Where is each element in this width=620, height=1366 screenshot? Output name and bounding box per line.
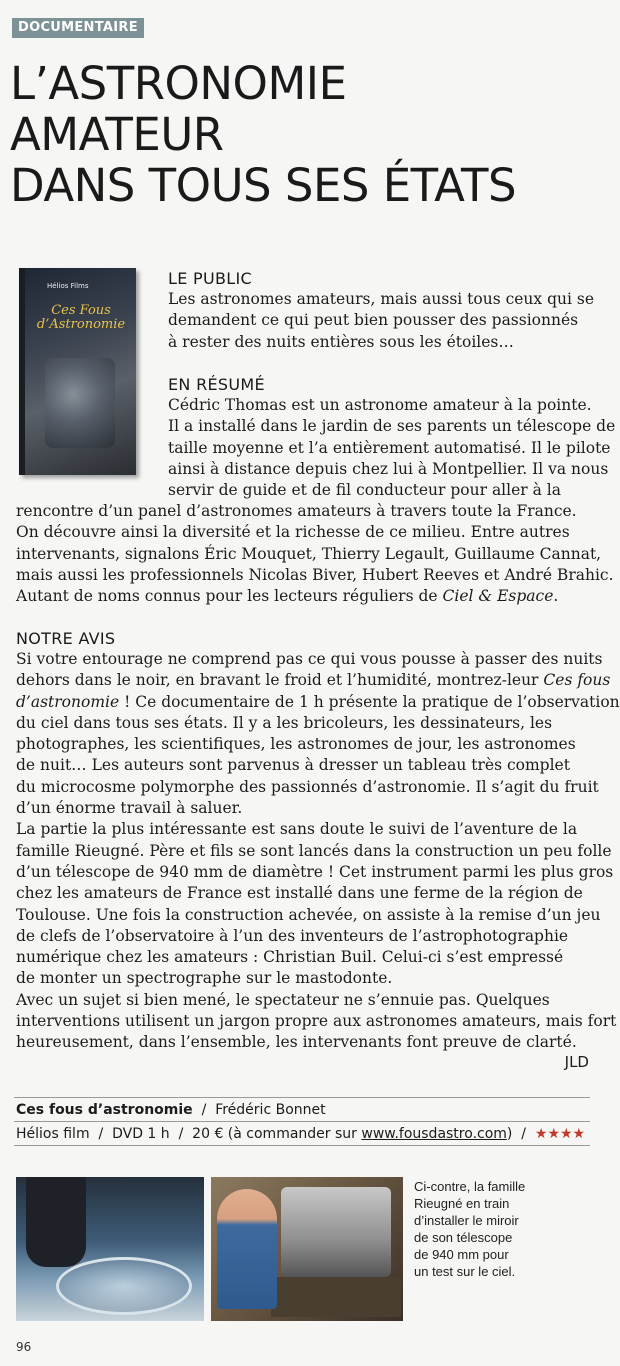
text-fragment: . [553,587,559,606]
dvd-cover-title: Ces Fous d’Astronomie [36,303,126,332]
order-link[interactable]: www.fousdastro.com [361,1126,507,1142]
credits-info-row [14,1122,590,1145]
text-fragment: Autant de noms connus pour les lecteurs réguliers de [16,587,443,606]
caption-line: Rieugné en train [414,1196,510,1211]
text-line: Avec un sujet si bien mené, le spectateur ne s’ennuie pas. Quelques [16,990,550,1009]
text-line: famille Rieugné. Père et fils se sont lancés dans la construction un peu folle [16,841,612,860]
summary-continued [16,501,614,607]
summary-heading: EN RÉSUMÉ [168,375,265,394]
text-line: à rester des nuits entières sous les étoiles… [168,332,514,351]
text-line: interventions utilisent un jargon propre aux astronomes amateurs, mais fort [16,1012,617,1031]
telescope-base [271,1277,401,1317]
caption-line: de son télescope [414,1230,513,1245]
director-name: Frédéric Bonnet [215,1102,326,1118]
text-line: heureusement, dans l’ensemble, les intervenants font preuve de clarté. [16,1033,577,1052]
opinion-section [16,628,620,1054]
summary-section [168,374,616,501]
film-title-italic: d’astronomie [16,692,120,711]
star-rating-icon: ★★★★ [534,1126,586,1142]
text-line: chez les amateurs de France est installé dans une ferme de la région de [16,884,583,903]
public-section [168,268,593,353]
text-line: Toulouse. Une fois la construction achevée, on assiste à la remise d’un jeu [16,905,601,924]
article-title [10,58,590,211]
text-line: ainsi à distance depuis chez lui à Montpellier. Il va nous [168,459,609,478]
film-title: Ces fous d’astronomie [16,1102,193,1118]
person-silhouette [26,1177,86,1267]
credits-title-row [14,1098,590,1121]
film-title-italic: Ces fous [543,671,611,690]
text-line: de nuit… Les auteurs sont parvenus à dresser un tableau très complet [16,756,570,775]
person-silhouette [217,1189,277,1309]
page-number: 96 [16,1340,32,1354]
text-line: de monter un spectrographe sur le mastodonte. [16,969,393,988]
dvd-cover-image [19,268,136,475]
text-line: demandent ce qui peut bien pousser des passionnés [168,311,579,330]
text-line: taille moyenne et l’a entièrement automatisé. Il le pilote [168,438,611,457]
section-tag: DOCUMENTAIRE [12,18,144,38]
text-line: Cédric Thomas est un astronome amateur à la pointe. [168,396,592,414]
credits-box [14,1097,590,1146]
text-line: mais aussi les professionnels Nicolas Biver, Hubert Reeves et André Brahic. [16,565,614,584]
separator: / [192,1102,216,1118]
text-line: d’un télescope de 940 mm de diamètre ! Cet instrument parmi les plus gros [16,862,614,881]
divider [14,1145,590,1146]
telescope-mirror-illustration [56,1257,192,1315]
distribution-info: Hélios film / DVD 1 h / 20 € (à commander sur [16,1126,362,1142]
text-line: Il a installé dans le jardin de ses parents un télescope de [168,417,616,436]
text-line: numérique chez les amateurs : Christian Buil. Celui-ci s’est empressé [16,948,564,967]
text-line: d’un énorme travail à saluer. [16,799,243,818]
title-line: L’ASTRONOMIE [10,57,347,110]
caption-line: d’installer le miroir [414,1213,519,1228]
telescope-illustration [281,1187,391,1277]
text-line [16,586,596,607]
caption-line: un test sur le ciel. [414,1264,516,1279]
text-fragment: dehors dans le noir, en bravant le froid et l’humidité, montrez-leur [16,671,544,690]
dvd-studio-logo: Hélios Films [47,282,89,290]
magazine-name: Ciel & Espace [442,587,554,606]
photo-caption [414,1178,594,1280]
caption-line: de 940 mm pour [414,1247,509,1262]
text-fragment: ! Ce documentaire de 1 h présente la pratique de l’observation [119,692,620,711]
text-line: La partie la plus intéressante est sans doute le suivi de l’aventure de la [16,820,578,839]
text-line: rencontre d’un panel d’astronomes amateurs à travers toute la France. [16,502,577,520]
text-line: du microcosme polymorphe des passionnés d’astronomie. Il s’agit du fruit [16,777,599,796]
title-line: DANS TOUS SES ÉTATS [10,159,517,212]
text-line: On découvre ainsi la diversité et la richesse de ce milieu. Entre autres [16,523,570,542]
opinion-heading: NOTRE AVIS [16,629,116,648]
distribution-info: ) / [506,1126,535,1142]
text-line: du ciel dans tous ses états. Il y a les bricoleurs, les dessinateurs, les [16,713,553,732]
text-line [16,692,620,713]
telescope-photo [211,1177,403,1321]
caption-line: Ci-contre, la famille [414,1179,526,1194]
text-line: photographes, les scientifiques, les astronomes de jour, les astronomes [16,735,576,754]
author-signature: JLD [564,1053,589,1071]
text-line: Si votre entourage ne comprend pas ce qui vous pousse à passer des nuits [16,650,603,668]
text-line: servir de guide et de fil conducteur pour aller à la [168,481,561,500]
telescope-illustration [45,358,115,448]
mirror-photo [16,1177,204,1321]
text-line: Les astronomes amateurs, mais aussi tous ceux qui se [168,290,595,308]
title-line: AMATEUR [10,108,224,161]
text-line: intervenants, signalons Éric Mouquet, Thierry Legault, Guillaume Cannat, [16,544,602,563]
text-line: de clefs de l’observatoire à l’un des inventeurs de l’astrophotographie [16,926,569,945]
text-line [16,670,611,691]
public-heading: LE PUBLIC [168,269,252,288]
